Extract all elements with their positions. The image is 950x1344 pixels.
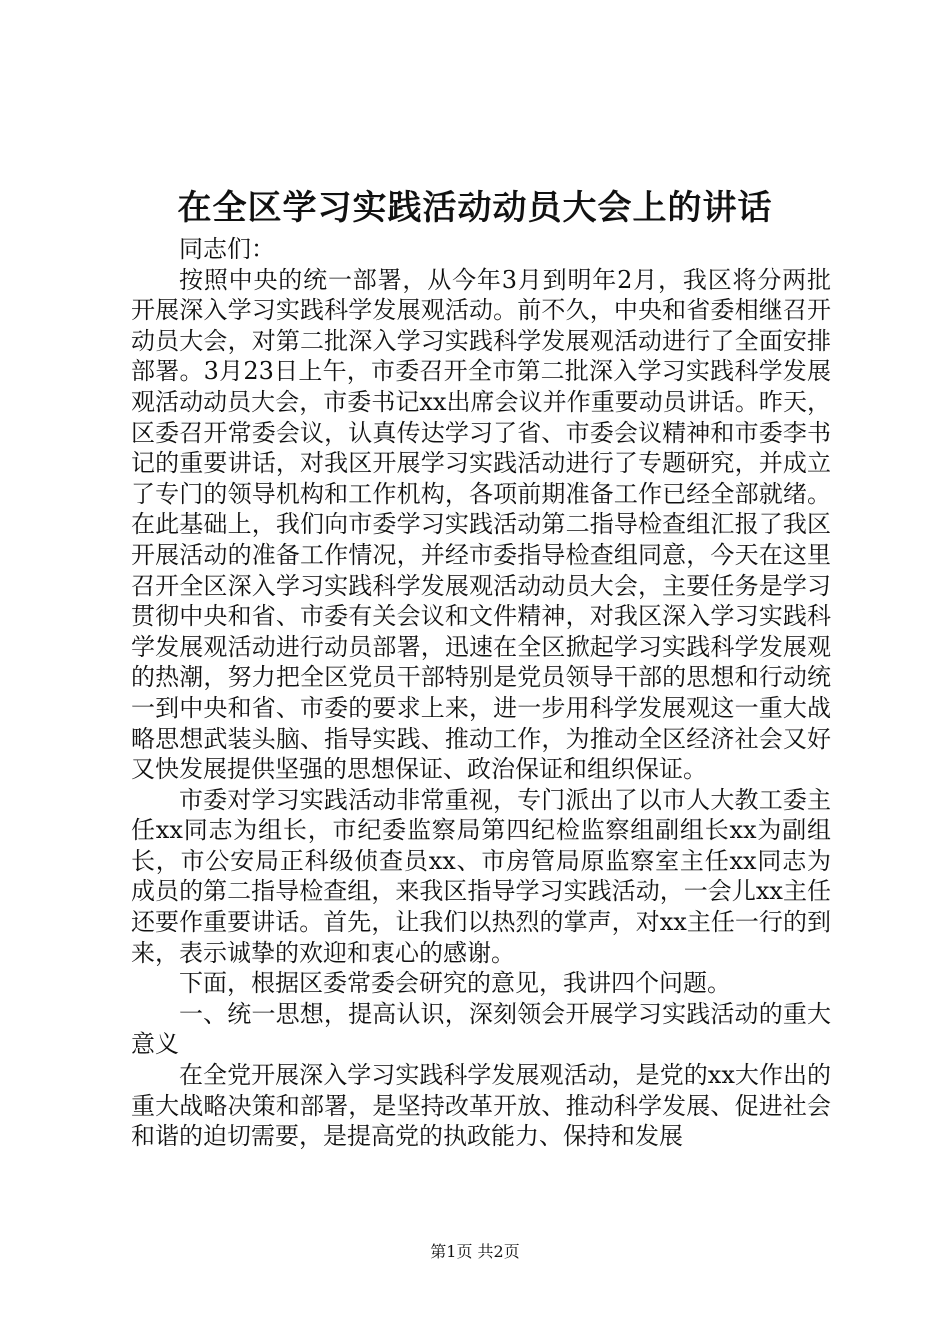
- paragraph-1: 按照中央的统一部署，从今年3月到明年2月，我区将分两批开展深入学习实践科学发展观活动。前不久，中央和省委相继召开动员大会，对第二批深入学习实践科学发展观活动进行了全面安排部署。3月23日上午，市委召开全市第二批深入学习实践科学发展观活动动员大会，市委书记xx出席会议并作重要动员讲话。昨天，区委召开常委会议，认真传达学习了省、市委会议精神和市委李书记的重要讲话，对我区开展学习实践活动进行了专题研究，并成立了专门的领导机构和工作机构，各项前期准备工作已经全部就绪。在此基础上，我们向市委学习实践活动第二指导检查组汇报了我区开展活动的准备工作情况，并经市委指导检查组同意，今天在这里召开全区深入学习实践科学发展观活动动员大会，主要任务是学习贯彻中央和省、市委有关会议和文件精神，对我区深入学习实践科学发展观活动进行动员部署，迅速在全区掀起学习实践科学发展观的热潮，努力把全区党员干部特别是党员领导干部的思想和行动统一到中央和省、市委的要求上来，进一步用科学发展观这一重大战略思想武装头脑、指导实践、推动工作，为推动全区经济社会又好又快发展提供坚强的思想保证、政治保证和组织保证。: [131, 265, 831, 784]
- section-heading-1: 一、统一思想，提高认识，深刻领会开展学习实践活动的重大意义: [131, 999, 831, 1059]
- paragraph-3: 下面，根据区委常委会研究的意见，我讲四个问题。: [179, 969, 731, 998]
- page-footer: 第1页 共2页: [430, 1242, 520, 1261]
- document-title: 在全区学习实践活动动员大会上的讲话: [177, 188, 773, 228]
- paragraph-5: 在全党开展深入学习实践科学发展观活动，是党的xx大作出的重大战略决策和部署，是坚持改革开放、推动科学发展、促进社会和谐的迫切需要，是提高党的执政能力、保持和发展: [131, 1061, 831, 1151]
- paragraph-2: 市委对学习实践活动非常重视，专门派出了以市人大教工委主任xx同志为组长，市纪委监察局第四纪检监察组副组长xx为副组长，市公安局正科级侦查员xx、市房管局原监察室主任xx同志为成员的第二指导检查组，来我区指导学习实践活动，一会儿xx主任还要作重要讲话。首先，让我们以热烈的掌声，对xx主任一行的到来，表示诚挚的欢迎和衷心的感谢。: [131, 785, 831, 967]
- document-body: [131, 234, 831, 1152]
- salutation: 同志们：: [179, 235, 275, 263]
